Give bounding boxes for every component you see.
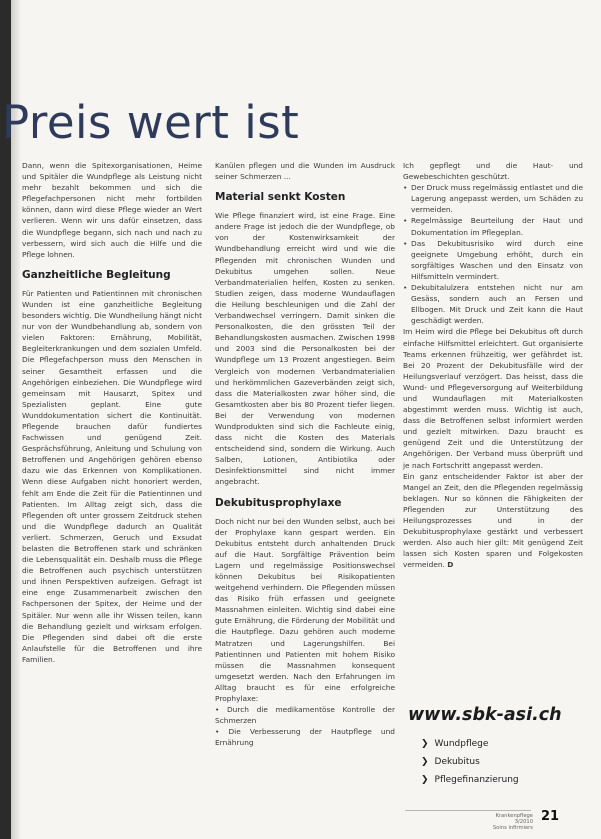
related-topic-label: Wundpflege <box>434 739 489 749</box>
column-2-bullet: • Durch die medikamentöse Kontrolle der Schmerzen <box>215 705 395 726</box>
column-2-body-2: Doch nicht nur bei den Wunden selbst, auch bei der Prophylaxe kann gespart werden. Ein Dekubitus entsteht durch anhaltenden Druck auf die Haut. Sorgfältige Prävention beim Lagern und regelmässige Positionswechsel können Dekubitus bei Risikopatienten weitgehend verhindern. Die Pflegenden müssen das Risiko früh erfassen und geeignete Massnahmen einleiten. Wichtig sind dabei eine gute Ernährung, die Förderung der Mobilität und die Hautpflege. Dazu gehören auch moderne Matratzen und Lagerungshilfen. Bei Patientinnen und Patienten mit hohem Risiko müssen die Massnahmen konsequent umgesetzt werden. Nach den Erfahrungen im Alltag braucht es für eine erfolgreiche Prophylaxe: <box>215 516 395 704</box>
heading-dekubitusprophylaxe: Dekubitusprophylaxe <box>215 496 342 509</box>
footer-publication: Krankenpflege 3/2010 <box>495 813 533 825</box>
column-3 <box>403 160 583 570</box>
related-topic-item <box>421 735 519 753</box>
column-3-bullet: • Das Dekubitusrisiko wird durch eine geeignete Umgebung erhöht, durch ein sorgfältiges Waschen und den Einsatz von Hilfsmitteln vermindert. <box>403 238 583 282</box>
heading-ganzheitliche-begleitung: Ganzheitliche Begleitung <box>22 268 171 281</box>
end-of-article-mark: D <box>447 560 454 570</box>
column-1-body: Für Patienten und Patientinnen mit chronischen Wunden ist eine ganzheitliche Begleitung besonders wichtig. Die Wundheilung hängt nicht nur von der Wundbehandlung ab, sondern von vielen Faktoren: Ernährung, Mobilität, Begleiterkrankungen und dem sozialen Umfeld. Die Pflegefachperson muss den Menschen in seiner Gesamtheit erfassen und die Angehörigen einbeziehen. Die Wundpflege wird gemeinsam mit Hausarzt, Spitex und Spezialisten geplant. Eine gute Wunddokumentation sichert die Kontinuität. Pflegende brauchen dafür fundiertes Fachwissen und genügend Zeit. Gesprächsführung, Anleitung und Schulung von Betroffenen und Angehörigen gehören ebenso dazu wie das Erkennen von Komplikationen. Wenn diese Aufgaben nicht honoriert werden, fehlt am Ende die Zeit für die Patientinnen und Patienten. Im Alltag zeigt sich, dass die Pflegenden oft unter grossem Zeitdruck stehen und die Wundpflege dadurch an Qualität verliert. Schmerzen, Geruch und Exsudat belasten die Betroffenen stark und schränken die Lebensqualität ein. Deshalb muss die Pflege die Betroffenen auch psychisch unterstützen und ihnen Perspektiven aufzeigen. Gefragt ist eine enge Zusammenarbeit zwischen den Fachpersonen der Spitex, der Heime und der Spitäler. Nur wenn alle ihr Wissen teilen, kann die Behandlung gezielt und wirksam erfolgen. Die Pflegenden sind dabei oft die erste Anlaufstelle für die Betroffenen und ihre Familien. <box>22 288 202 664</box>
article-title: Preis wert ist <box>2 96 300 149</box>
related-topics-list <box>421 735 519 789</box>
column-3-bullet: • Dekubitalulzera entstehen nicht nur am Gesäss, sondern auch an Fersen und Ellbogen. Mit Druck und Zeit kann die Haut geschädigt werden. <box>403 282 583 326</box>
related-topic-label: Pflegefinanzierung <box>434 775 519 785</box>
column-1 <box>22 160 202 665</box>
website-url: www.sbk-asi.ch <box>408 705 562 725</box>
column-2-body-1: Wie Pflege finanziert wird, ist eine Frage. Eine andere Frage ist jedoch die der Wundpflege, ob von der Kostenwirksamkeit der Wundbehandlung erreicht wird und wie die Pflegenden mit chronischen Wunden und Dekubitus umgehen sollen. Neue Verbandmaterialien helfen, Kosten zu senken. Studien zeigen, dass moderne Wundauflagen die Heilung beschleunigen und die Zahl der Verbandwechsel verringern. Damit sinken die Personalkosten, die den grössten Teil der Behandlungskosten ausmachen. Zwischen 1998 und 2003 sind die Personalkosten bei der Wundpflege um 13 Prozent angestiegen. Beim Vergleich von modernen Verbandmaterialien und herkömmlichen Gazeverbänden zeigt sich, dass die Materialkosten zwar höher sind, die Gesamtkosten aber bis 80 Prozent tiefer liegen. Bei der Verwendung von modernen Wundprodukten sind sich die Fachleute einig, dass nicht die Kosten des Materials entscheidend sind, sondern die Wirkung. Auch Salben, Lotionen, Antibiotika oder Desinfektionsmittel sind nicht immer angebracht. <box>215 211 395 487</box>
heading-material-senkt-kosten: Material senkt Kosten <box>215 191 346 204</box>
column-3-intro: Ich gepflegt und die Haut- und Gewebeschichten geschützt. <box>403 161 583 182</box>
chevron-right-icon: ❯ <box>421 756 429 767</box>
footer-section: Soins infirmiers <box>492 825 533 831</box>
related-topic-item <box>421 753 519 771</box>
related-topic-item <box>421 771 519 789</box>
column-3-bullet: • Regelmässige Beurteilung der Haut und Dokumentation im Pflegeplan. <box>403 215 583 237</box>
chevron-right-icon: ❯ <box>421 774 429 785</box>
column-3-body: Im Heim wird die Pflege bei Dekubitus oft durch einfache Hilfsmittel erleichtert. Gut organisierte Teams erkennen frühzeitig, wer gefährdet ist. Bei 20 Prozent der Dekubitusfälle wird der Heilungsverlauf verzögert. Das heisst, dass die Wund- und Pflegeversorgung auf Weiterbildung und Wundauflagen mit Materialkosten abgestimmt werden muss. Wichtig ist auch, dass die Betroffenen selbst informiert werden und gezielt mitwirken. Dazu braucht es genügend Zeit und die Unterstützung der Angehörigen. Der Verband muss überprüft und je nach Fortschritt angepasst werden. <box>403 327 583 470</box>
chevron-right-icon: ❯ <box>421 738 429 749</box>
column-2-bullet: • Die Verbesserung der Hautpflege und Ernährung <box>215 727 395 748</box>
column-2 <box>215 160 395 749</box>
related-topic-label: Dekubitus <box>434 757 480 767</box>
column-3-bullet: • Der Druck muss regelmässig entlastet und die Lagerung angepasst werden, um Schäden zu vermeiden. <box>403 182 583 215</box>
column-3-closing: Ein ganz entscheidender Faktor ist aber der Mangel an Zeit, den die Pflegenden regelmässig beklagen. Nur so können die Fähigkeiten der Pflegenden zur Unterstützung des Heilungsprozesses und in der Dekubitusprophylaxe gestärkt und verbessert werden. Also auch hier gilt: Mit genügend Zeit lassen sich Kosten sparen und Folgekosten vermeiden. D <box>403 471 583 570</box>
column-3-bullet-list <box>403 182 583 326</box>
footer-divider <box>405 810 531 811</box>
column-2-intro: Kanülen pflegen und die Wunden im Ausdruck seiner Schmerzen ... <box>215 161 395 182</box>
page-number: 21 <box>541 809 560 824</box>
footer-publication-info <box>485 813 533 831</box>
column-1-intro: Dann, wenn die Spitexorganisationen, Heime und Spitäler die Wundpflege als Leistung nicht mehr bezahlt bekommen und sich die Pflegefachpersonen nicht mehr fortbilden können, dann wird diese Pflege wieder an Wert verlieren. Wenn wir uns dafür einsetzen, dass die Wundpflege begann, sich nach und nach zu verbessern, wird sich auch die Hilfe und die Pflege lohnen. <box>22 161 202 259</box>
